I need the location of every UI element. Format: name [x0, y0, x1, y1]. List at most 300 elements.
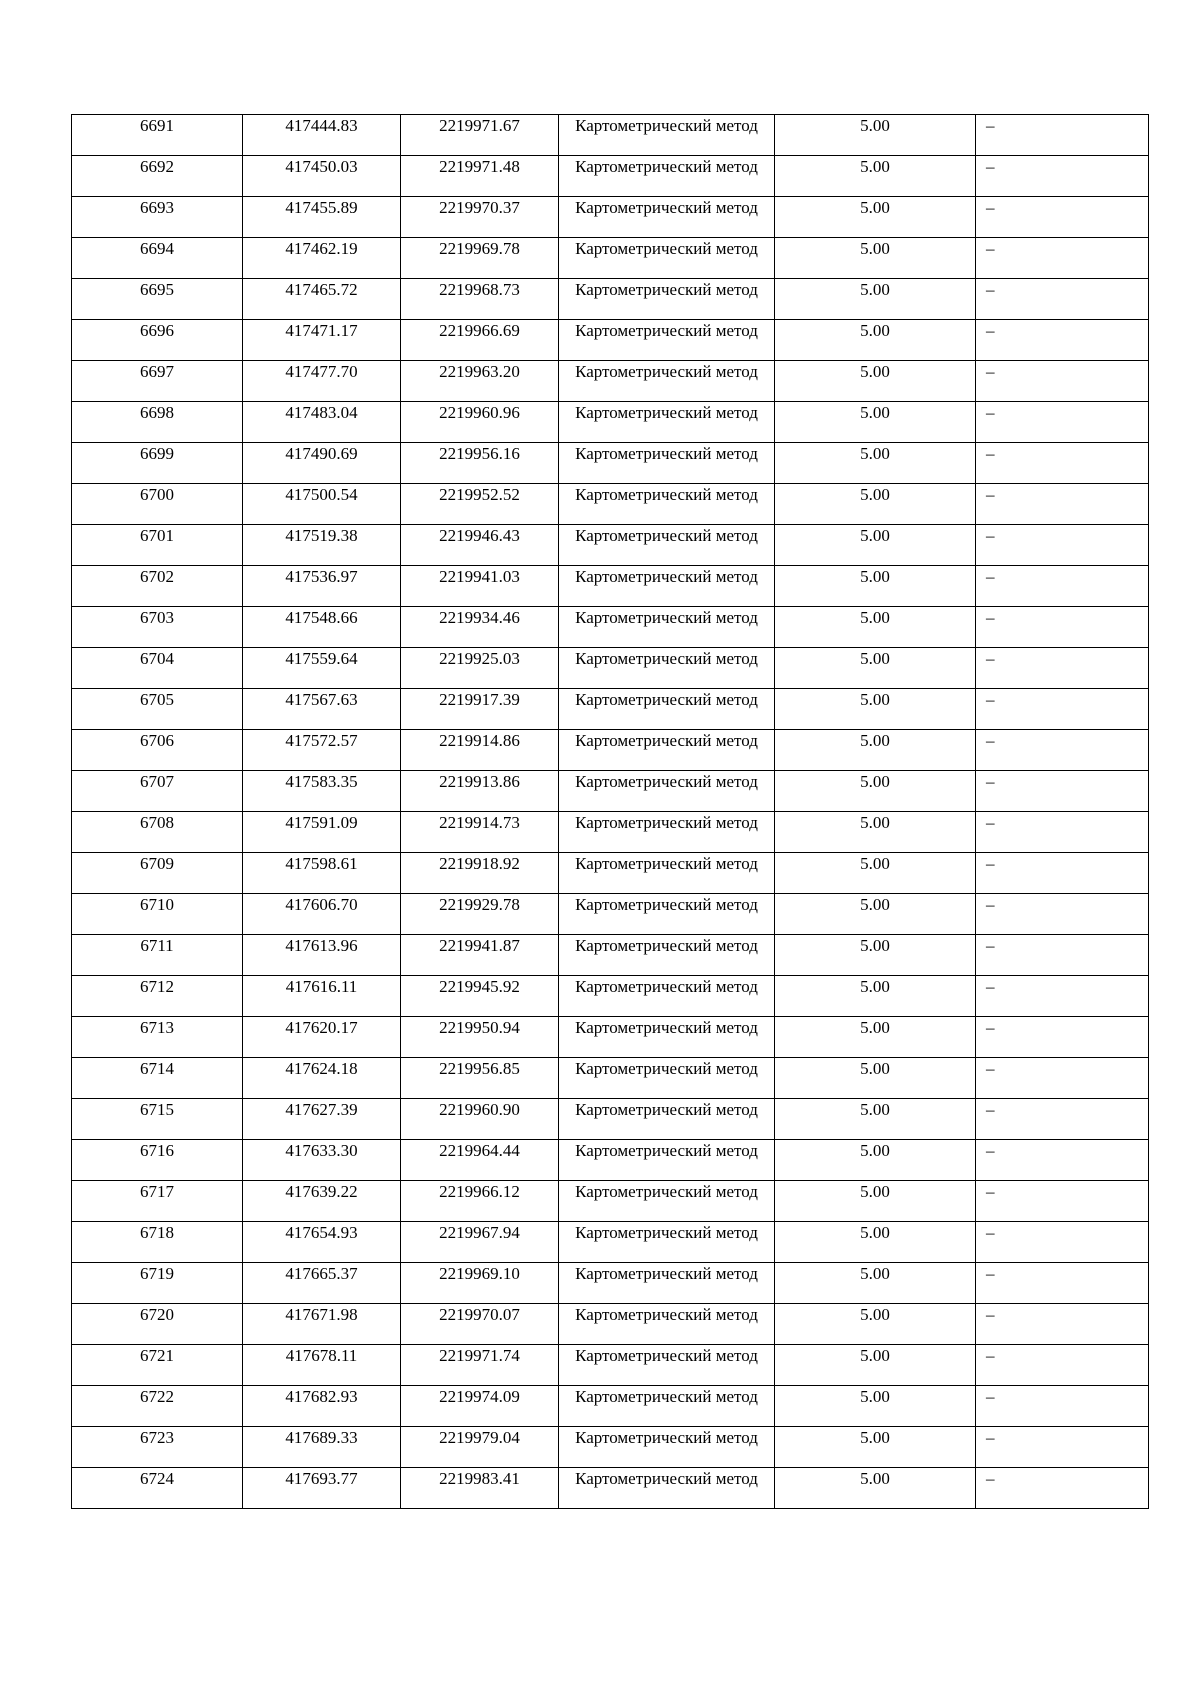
point-number-cell	[72, 1099, 243, 1140]
y-coordinate-cell-text: 2219914.73	[439, 813, 520, 832]
accuracy-cell	[775, 812, 976, 853]
description-cell	[976, 935, 1149, 976]
x-coordinate-cell-text: 417471.17	[285, 321, 358, 340]
accuracy-cell-text: 5.00	[860, 690, 890, 709]
accuracy-cell-text: 5.00	[860, 936, 890, 955]
x-coordinate-cell	[243, 1345, 401, 1386]
x-coordinate-cell-text: 417536.97	[285, 567, 358, 586]
point-number-cell	[72, 1263, 243, 1304]
table-row	[72, 443, 1149, 484]
accuracy-cell-text: 5.00	[860, 239, 890, 258]
y-coordinate-cell-text: 2219945.92	[439, 977, 520, 996]
description-cell	[976, 156, 1149, 197]
description-cell-text: –	[986, 362, 995, 381]
accuracy-cell-text: 5.00	[860, 1223, 890, 1242]
method-cell	[559, 894, 775, 935]
point-number-cell	[72, 812, 243, 853]
table-row	[72, 361, 1149, 402]
method-cell	[559, 484, 775, 525]
method-cell-text: Картометрический метод	[575, 854, 758, 873]
x-coordinate-cell-text: 417627.39	[285, 1100, 358, 1119]
method-cell	[559, 402, 775, 443]
y-coordinate-cell-text: 2219952.52	[439, 485, 520, 504]
description-cell	[976, 812, 1149, 853]
x-coordinate-cell	[243, 894, 401, 935]
description-cell-text: –	[986, 1264, 995, 1283]
y-coordinate-cell	[401, 320, 559, 361]
x-coordinate-cell	[243, 771, 401, 812]
accuracy-cell-text: 5.00	[860, 1182, 890, 1201]
x-coordinate-cell-text: 417654.93	[285, 1223, 358, 1242]
method-cell	[559, 771, 775, 812]
x-coordinate-cell	[243, 1017, 401, 1058]
method-cell	[559, 197, 775, 238]
description-cell	[976, 1058, 1149, 1099]
method-cell	[559, 279, 775, 320]
description-cell-text: –	[986, 485, 995, 504]
method-cell	[559, 1345, 775, 1386]
description-cell	[976, 976, 1149, 1017]
point-number-cell	[72, 730, 243, 771]
description-cell-text: –	[986, 1305, 995, 1324]
x-coordinate-cell	[243, 566, 401, 607]
method-cell	[559, 115, 775, 156]
method-cell	[559, 853, 775, 894]
y-coordinate-cell-text: 2219963.20	[439, 362, 520, 381]
accuracy-cell-text: 5.00	[860, 608, 890, 627]
table-row	[72, 1222, 1149, 1263]
y-coordinate-cell-text: 2219971.48	[439, 157, 520, 176]
description-cell	[976, 607, 1149, 648]
accuracy-cell-text: 5.00	[860, 1100, 890, 1119]
method-cell-text: Картометрический метод	[575, 1305, 758, 1324]
method-cell-text: Картометрический метод	[575, 1141, 758, 1160]
y-coordinate-cell-text: 2219974.09	[439, 1387, 520, 1406]
accuracy-cell	[775, 1427, 976, 1468]
description-cell	[976, 1222, 1149, 1263]
method-cell-text: Картометрический метод	[575, 731, 758, 750]
point-number-cell	[72, 361, 243, 402]
y-coordinate-cell	[401, 853, 559, 894]
x-coordinate-cell-text: 417519.38	[285, 526, 358, 545]
point-number-cell-text: 6711	[140, 936, 174, 955]
method-cell-text: Картометрический метод	[575, 403, 758, 422]
point-number-cell	[72, 197, 243, 238]
point-number-cell-text: 6700	[140, 485, 174, 504]
y-coordinate-cell	[401, 1058, 559, 1099]
y-coordinate-cell-text: 2219969.78	[439, 239, 520, 258]
method-cell-text: Картометрический метод	[575, 526, 758, 545]
description-cell	[976, 1304, 1149, 1345]
x-coordinate-cell	[243, 1140, 401, 1181]
description-cell-text: –	[986, 731, 995, 750]
y-coordinate-cell	[401, 484, 559, 525]
y-coordinate-cell	[401, 156, 559, 197]
table-row	[72, 320, 1149, 361]
point-number-cell-text: 6717	[140, 1182, 174, 1201]
description-cell	[976, 1263, 1149, 1304]
method-cell-text: Картометрический метод	[575, 362, 758, 381]
method-cell	[559, 238, 775, 279]
method-cell-text: Картометрический метод	[575, 895, 758, 914]
point-number-cell-text: 6691	[140, 116, 174, 135]
accuracy-cell-text: 5.00	[860, 854, 890, 873]
y-coordinate-cell-text: 2219966.12	[439, 1182, 520, 1201]
point-number-cell	[72, 771, 243, 812]
x-coordinate-cell	[243, 1222, 401, 1263]
accuracy-cell	[775, 1099, 976, 1140]
description-cell	[976, 279, 1149, 320]
method-cell	[559, 1304, 775, 1345]
accuracy-cell	[775, 1017, 976, 1058]
y-coordinate-cell	[401, 238, 559, 279]
accuracy-cell	[775, 935, 976, 976]
accuracy-cell-text: 5.00	[860, 198, 890, 217]
point-number-cell	[72, 1140, 243, 1181]
method-cell	[559, 730, 775, 771]
point-number-cell-text: 6706	[140, 731, 174, 750]
y-coordinate-cell-text: 2219983.41	[439, 1469, 520, 1488]
x-coordinate-cell	[243, 607, 401, 648]
point-number-cell-text: 6721	[140, 1346, 174, 1365]
description-cell	[976, 730, 1149, 771]
point-number-cell-text: 6720	[140, 1305, 174, 1324]
point-number-cell	[72, 935, 243, 976]
description-cell	[976, 1181, 1149, 1222]
accuracy-cell	[775, 402, 976, 443]
x-coordinate-cell	[243, 1099, 401, 1140]
point-number-cell-text: 6716	[140, 1141, 174, 1160]
y-coordinate-cell	[401, 443, 559, 484]
table-row	[72, 1468, 1149, 1509]
description-cell-text: –	[986, 444, 995, 463]
point-number-cell	[72, 607, 243, 648]
accuracy-cell-text: 5.00	[860, 1387, 890, 1406]
y-coordinate-cell-text: 2219964.44	[439, 1141, 520, 1160]
description-cell-text: –	[986, 403, 995, 422]
description-cell	[976, 1427, 1149, 1468]
point-number-cell-text: 6707	[140, 772, 174, 791]
y-coordinate-cell-text: 2219913.86	[439, 772, 520, 791]
description-cell	[976, 238, 1149, 279]
description-cell-text: –	[986, 280, 995, 299]
x-coordinate-cell-text: 417444.83	[285, 116, 358, 135]
description-cell	[976, 320, 1149, 361]
point-number-cell-text: 6702	[140, 567, 174, 586]
point-number-cell	[72, 648, 243, 689]
accuracy-cell-text: 5.00	[860, 1305, 890, 1324]
description-cell-text: –	[986, 1018, 995, 1037]
accuracy-cell-text: 5.00	[860, 485, 890, 504]
y-coordinate-cell-text: 2219929.78	[439, 895, 520, 914]
x-coordinate-cell-text: 417689.33	[285, 1428, 358, 1447]
table-row	[72, 279, 1149, 320]
x-coordinate-cell	[243, 156, 401, 197]
method-cell-text: Картометрический метод	[575, 198, 758, 217]
y-coordinate-cell	[401, 812, 559, 853]
accuracy-cell-text: 5.00	[860, 567, 890, 586]
y-coordinate-cell-text: 2219979.04	[439, 1428, 520, 1447]
description-cell	[976, 771, 1149, 812]
point-number-cell-text: 6713	[140, 1018, 174, 1037]
table-row	[72, 1058, 1149, 1099]
point-number-cell-text: 6719	[140, 1264, 174, 1283]
x-coordinate-cell-text: 417616.11	[285, 977, 358, 996]
description-cell-text: –	[986, 116, 995, 135]
method-cell-text: Картометрический метод	[575, 1346, 758, 1365]
description-cell-text: –	[986, 608, 995, 627]
y-coordinate-cell	[401, 1099, 559, 1140]
point-number-cell-text: 6722	[140, 1387, 174, 1406]
accuracy-cell-text: 5.00	[860, 1018, 890, 1037]
point-number-cell	[72, 238, 243, 279]
method-cell	[559, 566, 775, 607]
method-cell	[559, 1222, 775, 1263]
point-number-cell	[72, 402, 243, 443]
description-cell	[976, 525, 1149, 566]
description-cell	[976, 894, 1149, 935]
method-cell	[559, 1468, 775, 1509]
x-coordinate-cell-text: 417665.37	[285, 1264, 358, 1283]
accuracy-cell-text: 5.00	[860, 731, 890, 750]
x-coordinate-cell-text: 417693.77	[285, 1469, 358, 1488]
x-coordinate-cell-text: 417500.54	[285, 485, 358, 504]
description-cell-text: –	[986, 854, 995, 873]
table-row	[72, 935, 1149, 976]
point-number-cell	[72, 894, 243, 935]
point-number-cell-text: 6696	[140, 321, 174, 340]
method-cell-text: Картометрический метод	[575, 444, 758, 463]
x-coordinate-cell	[243, 935, 401, 976]
table-row	[72, 525, 1149, 566]
point-number-cell	[72, 1058, 243, 1099]
accuracy-cell-text: 5.00	[860, 772, 890, 791]
y-coordinate-cell	[401, 525, 559, 566]
x-coordinate-cell-text: 417591.09	[285, 813, 358, 832]
description-cell	[976, 689, 1149, 730]
x-coordinate-cell	[243, 730, 401, 771]
point-number-cell	[72, 853, 243, 894]
y-coordinate-cell-text: 2219969.10	[439, 1264, 520, 1283]
y-coordinate-cell	[401, 771, 559, 812]
description-cell	[976, 1468, 1149, 1509]
y-coordinate-cell	[401, 1222, 559, 1263]
description-cell	[976, 1386, 1149, 1427]
x-coordinate-cell	[243, 1181, 401, 1222]
accuracy-cell-text: 5.00	[860, 321, 890, 340]
method-cell	[559, 1427, 775, 1468]
table-row	[72, 1017, 1149, 1058]
x-coordinate-cell	[243, 853, 401, 894]
y-coordinate-cell-text: 2219917.39	[439, 690, 520, 709]
method-cell-text: Картометрический метод	[575, 1223, 758, 1242]
description-cell-text: –	[986, 1141, 995, 1160]
point-number-cell	[72, 1181, 243, 1222]
description-cell-text: –	[986, 321, 995, 340]
table-row	[72, 1140, 1149, 1181]
point-number-cell-text: 6723	[140, 1428, 174, 1447]
method-cell-text: Картометрический метод	[575, 1469, 758, 1488]
method-cell	[559, 156, 775, 197]
y-coordinate-cell-text: 2219941.87	[439, 936, 520, 955]
accuracy-cell-text: 5.00	[860, 1469, 890, 1488]
x-coordinate-cell	[243, 197, 401, 238]
accuracy-cell	[775, 771, 976, 812]
description-cell	[976, 115, 1149, 156]
x-coordinate-cell-text: 417483.04	[285, 403, 358, 422]
description-cell	[976, 197, 1149, 238]
point-number-cell-text: 6710	[140, 895, 174, 914]
table-row	[72, 853, 1149, 894]
x-coordinate-cell-text: 417477.70	[285, 362, 358, 381]
x-coordinate-cell	[243, 1427, 401, 1468]
accuracy-cell	[775, 525, 976, 566]
y-coordinate-cell-text: 2219950.94	[439, 1018, 520, 1037]
y-coordinate-cell	[401, 1140, 559, 1181]
description-cell-text: –	[986, 895, 995, 914]
accuracy-cell-text: 5.00	[860, 977, 890, 996]
y-coordinate-cell	[401, 279, 559, 320]
x-coordinate-cell-text: 417450.03	[285, 157, 358, 176]
table-row	[72, 566, 1149, 607]
point-number-cell	[72, 443, 243, 484]
description-cell-text: –	[986, 526, 995, 545]
accuracy-cell-text: 5.00	[860, 1141, 890, 1160]
accuracy-cell	[775, 484, 976, 525]
accuracy-cell-text: 5.00	[860, 403, 890, 422]
method-cell-text: Картометрический метод	[575, 1018, 758, 1037]
description-cell-text: –	[986, 977, 995, 996]
table-row	[72, 648, 1149, 689]
method-cell-text: Картометрический метод	[575, 280, 758, 299]
point-number-cell	[72, 566, 243, 607]
table-row	[72, 1263, 1149, 1304]
accuracy-cell-text: 5.00	[860, 1346, 890, 1365]
x-coordinate-cell	[243, 320, 401, 361]
y-coordinate-cell-text: 2219966.69	[439, 321, 520, 340]
method-cell	[559, 607, 775, 648]
y-coordinate-cell-text: 2219967.94	[439, 1223, 520, 1242]
description-cell-text: –	[986, 239, 995, 258]
accuracy-cell	[775, 1386, 976, 1427]
x-coordinate-cell	[243, 1263, 401, 1304]
method-cell	[559, 648, 775, 689]
x-coordinate-cell	[243, 689, 401, 730]
point-number-cell	[72, 976, 243, 1017]
point-number-cell	[72, 1222, 243, 1263]
description-cell-text: –	[986, 690, 995, 709]
point-number-cell-text: 6704	[140, 649, 174, 668]
y-coordinate-cell	[401, 976, 559, 1017]
y-coordinate-cell	[401, 648, 559, 689]
point-number-cell-text: 6703	[140, 608, 174, 627]
method-cell	[559, 935, 775, 976]
y-coordinate-cell	[401, 1468, 559, 1509]
table-row	[72, 156, 1149, 197]
accuracy-cell	[775, 443, 976, 484]
accuracy-cell	[775, 566, 976, 607]
y-coordinate-cell	[401, 730, 559, 771]
method-cell-text: Картометрический метод	[575, 813, 758, 832]
point-number-cell-text: 6692	[140, 157, 174, 176]
x-coordinate-cell	[243, 484, 401, 525]
y-coordinate-cell-text: 2219960.96	[439, 403, 520, 422]
point-number-cell	[72, 1386, 243, 1427]
method-cell-text: Картометрический метод	[575, 1182, 758, 1201]
description-cell	[976, 566, 1149, 607]
description-cell-text: –	[986, 198, 995, 217]
accuracy-cell	[775, 1222, 976, 1263]
method-cell-text: Картометрический метод	[575, 1059, 758, 1078]
table-row	[72, 1345, 1149, 1386]
method-cell	[559, 689, 775, 730]
method-cell	[559, 1058, 775, 1099]
accuracy-cell	[775, 607, 976, 648]
point-number-cell-text: 6712	[140, 977, 174, 996]
x-coordinate-cell-text: 417620.17	[285, 1018, 358, 1037]
point-number-cell	[72, 279, 243, 320]
table-row	[72, 115, 1149, 156]
y-coordinate-cell-text: 2219918.92	[439, 854, 520, 873]
accuracy-cell	[775, 1181, 976, 1222]
x-coordinate-cell-text: 417583.35	[285, 772, 358, 791]
table-row	[72, 607, 1149, 648]
y-coordinate-cell	[401, 689, 559, 730]
accuracy-cell	[775, 320, 976, 361]
accuracy-cell	[775, 115, 976, 156]
y-coordinate-cell	[401, 361, 559, 402]
method-cell	[559, 1386, 775, 1427]
y-coordinate-cell-text: 2219941.03	[439, 567, 520, 586]
accuracy-cell	[775, 1058, 976, 1099]
table-row	[72, 894, 1149, 935]
method-cell-text: Картометрический метод	[575, 1264, 758, 1283]
table-row	[72, 1386, 1149, 1427]
table-row	[72, 484, 1149, 525]
description-cell-text: –	[986, 813, 995, 832]
x-coordinate-cell	[243, 443, 401, 484]
y-coordinate-cell-text: 2219970.07	[439, 1305, 520, 1324]
point-number-cell	[72, 484, 243, 525]
accuracy-cell	[775, 1468, 976, 1509]
y-coordinate-cell	[401, 197, 559, 238]
method-cell-text: Картометрический метод	[575, 321, 758, 340]
table-row	[72, 1099, 1149, 1140]
y-coordinate-cell-text: 2219946.43	[439, 526, 520, 545]
y-coordinate-cell-text: 2219971.67	[439, 116, 520, 135]
method-cell-text: Картометрический метод	[575, 485, 758, 504]
table-row	[72, 1427, 1149, 1468]
description-cell-text: –	[986, 1346, 995, 1365]
x-coordinate-cell-text: 417671.98	[285, 1305, 358, 1324]
method-cell-text: Картометрический метод	[575, 649, 758, 668]
description-cell	[976, 484, 1149, 525]
x-coordinate-cell-text: 417465.72	[285, 280, 358, 299]
description-cell	[976, 1017, 1149, 1058]
accuracy-cell	[775, 648, 976, 689]
y-coordinate-cell	[401, 1263, 559, 1304]
x-coordinate-cell	[243, 279, 401, 320]
y-coordinate-cell-text: 2219970.37	[439, 198, 520, 217]
x-coordinate-cell	[243, 1058, 401, 1099]
table-row	[72, 689, 1149, 730]
x-coordinate-cell-text: 417682.93	[285, 1387, 358, 1406]
point-number-cell-text: 6724	[140, 1469, 174, 1488]
point-number-cell	[72, 689, 243, 730]
description-cell	[976, 361, 1149, 402]
y-coordinate-cell-text: 2219956.16	[439, 444, 520, 463]
accuracy-cell	[775, 156, 976, 197]
